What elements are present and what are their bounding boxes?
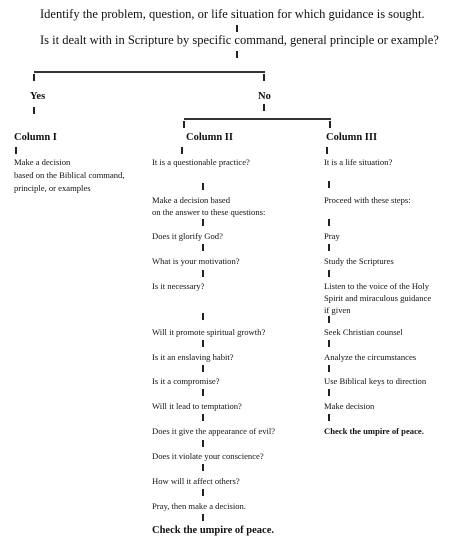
- column-2-step: Is it necessary?: [152, 281, 205, 291]
- column-2-step: Does it violate your conscience?: [152, 451, 264, 461]
- column-3-final: Check the umpire of peace.: [324, 426, 424, 436]
- column-2-step: It is a questionable practice?: [152, 157, 250, 167]
- top-question-1: Identify the problem, question, or life situation for which guidance is sought.: [40, 7, 425, 21]
- connector-tick: [202, 219, 204, 226]
- connector-tick: [328, 219, 330, 226]
- column-1-line: Make a decision: [14, 157, 71, 167]
- connector-tick: [328, 340, 330, 347]
- connector-tick: [202, 183, 204, 190]
- column-3-step: Make decision: [324, 401, 375, 411]
- column-3-step: Seek Christian counsel: [324, 327, 403, 337]
- column-3-step: Analyze the circumstances: [324, 352, 417, 362]
- connector-tick: [328, 270, 330, 277]
- column-2-step: How will it affect others?: [152, 476, 240, 486]
- column-2-step: Pray, then make a decision.: [152, 501, 246, 511]
- connector-tick: [236, 25, 238, 32]
- connector-tick: [263, 74, 265, 81]
- column-2-step: on the answer to these questions:: [152, 207, 266, 217]
- connector-tick: [181, 147, 183, 154]
- connector-tick: [202, 270, 204, 277]
- column-3-step: Spirit and miraculous guidance: [324, 293, 432, 303]
- branch-line: [184, 118, 331, 120]
- column-2-step: Make a decision based: [152, 195, 231, 205]
- column-2-step: What is your motivation?: [152, 256, 240, 266]
- column-3-step: Use Biblical keys to direction: [324, 376, 427, 386]
- column-2-step: Is it a compromise?: [152, 376, 220, 386]
- connector-tick: [328, 389, 330, 396]
- column-3-step: Pray: [324, 231, 340, 241]
- column-3-step: It is a life situation?: [324, 157, 393, 167]
- connector-tick: [202, 313, 204, 320]
- column-2-step: Will it promote spiritual growth?: [152, 327, 266, 337]
- connector-tick: [183, 121, 185, 128]
- column-1-line: based on the Biblical command,: [14, 170, 125, 180]
- connector-tick: [328, 244, 330, 251]
- connector-tick: [202, 414, 204, 421]
- connector-tick: [329, 121, 331, 128]
- no-label: No: [258, 91, 271, 102]
- column-1-heading: Column I: [14, 132, 57, 143]
- connector-tick: [15, 147, 17, 154]
- yes-label: Yes: [30, 91, 46, 102]
- top-question-2: Is it dealt with in Scripture by specific command, general principle or example?: [40, 33, 439, 47]
- column-1-line: principle, or examples: [14, 183, 91, 193]
- column-3-step: Study the Scriptures: [324, 256, 394, 266]
- connector-tick: [202, 389, 204, 396]
- connector-tick: [202, 464, 204, 471]
- connector-tick: [202, 244, 204, 251]
- column-2-final: Check the umpire of peace.: [152, 525, 274, 536]
- connector-tick: [326, 147, 328, 154]
- connector-tick: [202, 514, 204, 521]
- column-3-heading: Column III: [326, 132, 378, 143]
- column-2-heading: Column II: [186, 132, 233, 143]
- column-3-step: Listen to the voice of the Holy: [324, 281, 430, 291]
- column-2-step: Does it glorify God?: [152, 231, 223, 241]
- branch-line: [34, 71, 265, 73]
- connector-tick: [328, 316, 330, 323]
- column-2-step: Does it give the appearance of evil?: [152, 426, 276, 436]
- connector-tick: [328, 365, 330, 372]
- column-2-step: Will it lead to temptation?: [152, 401, 242, 411]
- column-3-step: Proceed with these steps:: [324, 195, 411, 205]
- connector-tick: [202, 365, 204, 372]
- column-2-step: Is it an enslaving habit?: [152, 352, 234, 362]
- column-3-step: if given: [324, 305, 351, 315]
- connector-tick: [202, 489, 204, 496]
- connector-tick: [263, 104, 265, 111]
- connector-tick: [328, 414, 330, 421]
- connector-tick: [202, 440, 204, 447]
- connector-tick: [33, 74, 35, 81]
- connector-tick: [328, 181, 330, 188]
- connector-tick: [33, 107, 35, 114]
- connector-tick: [202, 340, 204, 347]
- connector-tick: [236, 51, 238, 58]
